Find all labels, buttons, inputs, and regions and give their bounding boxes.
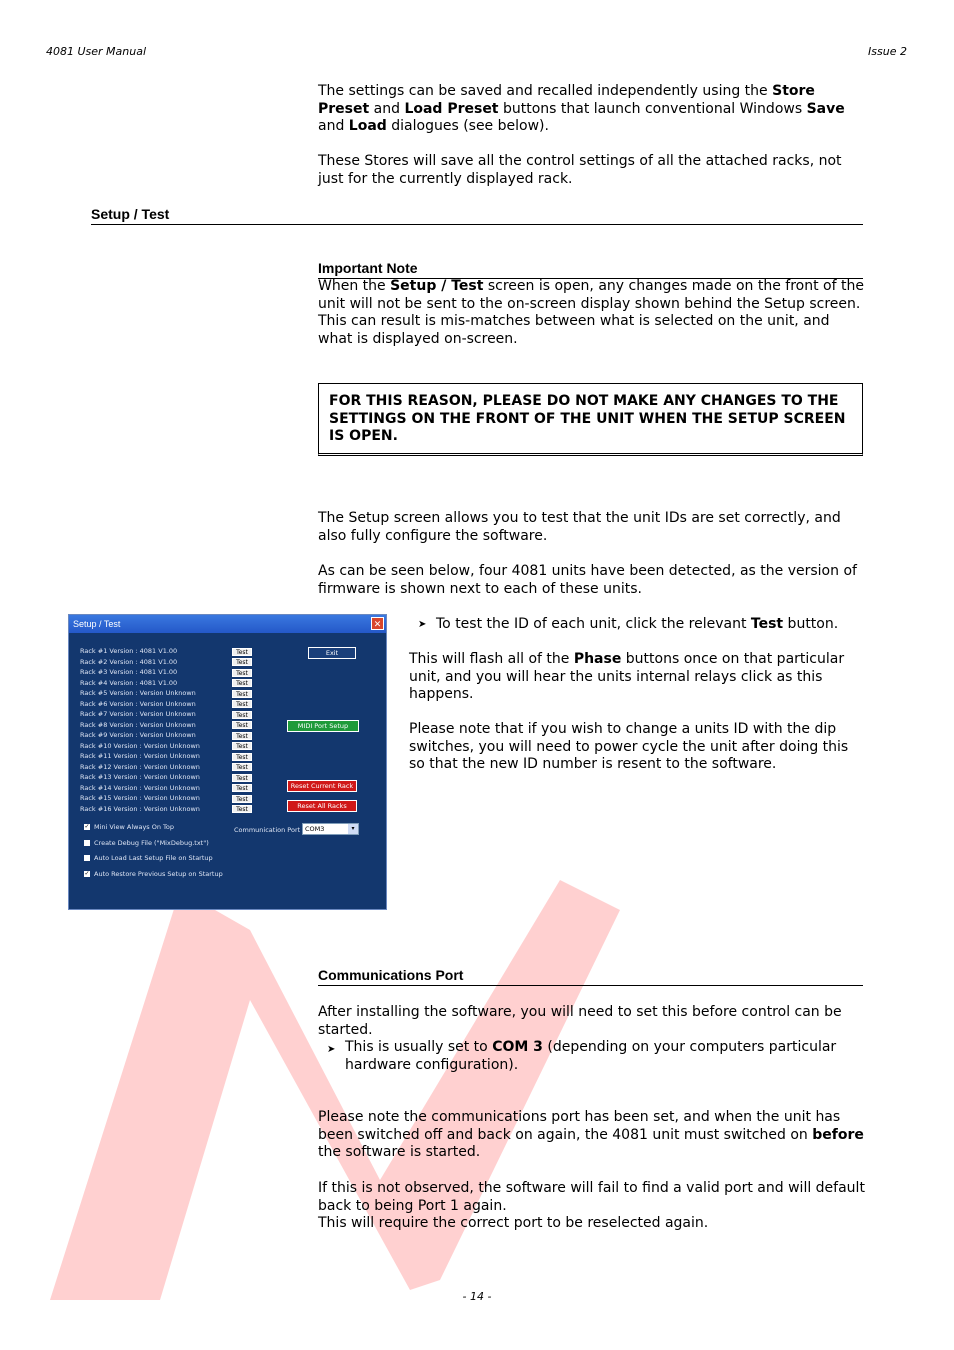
paragraph-switch-on: Please note the communications port has been set, and when the unit has been switched off and back on again, the 4081 unit must switched on before the software is started. [318, 1109, 864, 1161]
option-checkbox[interactable] [84, 854, 213, 862]
checkbox-label: Create Debug File ("MixDebug.txt") [94, 838, 209, 847]
important-note-text: When the Setup / Test screen is open, any changes made on the front of the unit will not be sent to the on-screen display shown behind the Setup screen. This can result is mis-matches between what is selected on the unit, and what is displayed on-screen. [318, 278, 864, 347]
important-note-heading: Important Note [318, 260, 863, 279]
rack-version-row: Rack #3 Version : 4081 V1.00 [80, 668, 178, 676]
option-checkbox[interactable] [84, 870, 223, 878]
rack-version-row: Rack #12 Version : Version Unknown [80, 762, 200, 771]
test-rack-button[interactable]: Test [232, 784, 252, 792]
comm-port-select[interactable] [302, 823, 359, 835]
rack-version-row: Rack #5 Version : Version Unknown [80, 689, 196, 697]
paragraph-setup-screen: The Setup screen allows you to test that the unit IDs are set correctly, and also fully configure the software. [318, 510, 841, 544]
rack-version-row: Rack #6 Version : Version Unknown [80, 699, 196, 708]
reset-all-racks-button[interactable]: Reset All Racks [287, 800, 357, 812]
page-number: - 14 - [462, 1290, 492, 1303]
checkbox-label: Auto Load Last Setup File on Startup [94, 854, 213, 862]
rack-version-row: Rack #8 Version : Version Unknown [80, 720, 196, 729]
section-heading-comm-port: Communications Port [318, 967, 863, 986]
paragraph-stores: These Stores will save all the control settings of all the attached racks, not just for the currently displayed rack. [318, 153, 842, 187]
reset-current-rack-button[interactable]: Reset Current Rack [287, 780, 357, 792]
rack-version-row: Rack #16 Version : Version Unknown [80, 804, 200, 813]
rack-version-row: Rack #13 Version : Version Unknown [80, 773, 200, 781]
dialog-title-bar [69, 615, 386, 633]
option-checkbox[interactable] [84, 823, 174, 831]
checkbox-unchecked-icon[interactable] [84, 840, 90, 846]
test-rack-button[interactable]: Test [232, 753, 252, 761]
checkbox-checked-icon[interactable]: ✓ [84, 869, 90, 877]
test-rack-button[interactable]: Test [232, 700, 252, 708]
comm-port-value: COM3 [305, 825, 325, 833]
test-rack-button[interactable]: Test [232, 658, 252, 666]
checkbox-label: Auto Restore Previous Setup on Startup [94, 869, 223, 878]
test-rack-button[interactable]: Test [232, 669, 252, 677]
rack-version-row: Rack #15 Version : Version Unknown [80, 794, 200, 802]
option-checkbox[interactable] [84, 839, 209, 847]
test-rack-button[interactable]: Test [232, 690, 252, 698]
warning-box: FOR THIS REASON, PLEASE DO NOT MAKE ANY CHANGES TO THE SETTINGS ON THE FRONT OF THE UNIT WHEN THE SETUP SCREEN IS OPEN. [318, 383, 863, 456]
bullet-arrow-icon: ➤ [418, 619, 427, 630]
test-rack-button[interactable]: Test [232, 679, 252, 687]
test-rack-button[interactable]: Test [232, 742, 252, 750]
paragraph-phase-flash: This will flash all of the Phase buttons once on that particular unit, and you will hear the units internal relays click as this happens. [409, 651, 845, 703]
test-rack-button[interactable]: Test [232, 648, 252, 656]
rack-version-row: Rack #7 Version : Version Unknown [80, 710, 196, 718]
test-rack-button[interactable]: Test [232, 732, 252, 740]
rack-version-row: Rack #9 Version : Version Unknown [80, 731, 196, 739]
dialog-title: Setup / Test [73, 619, 121, 629]
header-manual-title: 4081 User Manual [46, 45, 147, 58]
rack-version-row: Rack #14 Version : Version Unknown [80, 783, 200, 792]
paragraph-four-units: As can be seen below, four 4081 units have been detected, as the version of firmware is shown next to each of these units. [318, 563, 857, 597]
section-heading-setup-test: Setup / Test [91, 206, 863, 225]
checkbox-unchecked-icon[interactable] [84, 855, 90, 861]
test-rack-button[interactable]: Test [232, 711, 252, 719]
rack-version-row: Rack #11 Version : Version Unknown [80, 752, 200, 760]
paragraph-presets: The settings can be saved and recalled independently using the Store Preset and Load Preset buttons that launch conventional Windows Save and Load dialogues (see below). [318, 83, 845, 135]
dialog-close-icon[interactable]: ✕ [371, 617, 384, 630]
rack-version-row: Rack #1 Version : 4081 V1.00 [80, 647, 178, 655]
paragraph-comm-install: After installing the software, you will need to set this before control can be started. [318, 1004, 842, 1038]
rack-version-row: Rack #10 Version : Version Unknown [80, 741, 200, 750]
midi-port-setup-button[interactable]: MIDI Port Setup [287, 720, 359, 732]
test-rack-button[interactable]: Test [232, 774, 252, 782]
test-rack-button[interactable]: Test [232, 805, 252, 813]
paragraph-port-fail: If this is not observed, the software will fail to find a valid port and will default back to being Port 1 again. This will require the correct port to be reselected again. [318, 1180, 865, 1232]
checkbox-label: Mini View Always On Top [94, 823, 175, 831]
rack-version-row: Rack #2 Version : 4081 V1.00 [80, 657, 178, 666]
test-rack-button[interactable]: Test [232, 763, 252, 771]
bullet-arrow-icon: ➤ [327, 1044, 336, 1055]
bullet-test-id: To test the ID of each unit, click the relevant Test button. [436, 616, 839, 632]
bullet-com3: This is usually set to COM 3 (depending on your computers particular hardware configuration). [345, 1039, 837, 1073]
comm-port-label: Communication Port [234, 826, 301, 834]
chevron-down-icon: ▾ [348, 824, 358, 834]
paragraph-dip-switches: Please note that if you wish to change a units ID with the dip switches, you will need to power cycle the unit after doing this so that the new ID number is resent to the software. [409, 721, 849, 773]
test-rack-button[interactable]: Test [232, 795, 252, 803]
header-issue: Issue 2 [868, 45, 907, 58]
checkbox-checked-icon[interactable]: ✓ [84, 823, 90, 830]
rack-version-row: Rack #4 Version : 4081 V1.00 [80, 678, 178, 687]
test-rack-button[interactable]: Test [232, 721, 252, 729]
exit-button[interactable]: Exit [308, 647, 356, 659]
